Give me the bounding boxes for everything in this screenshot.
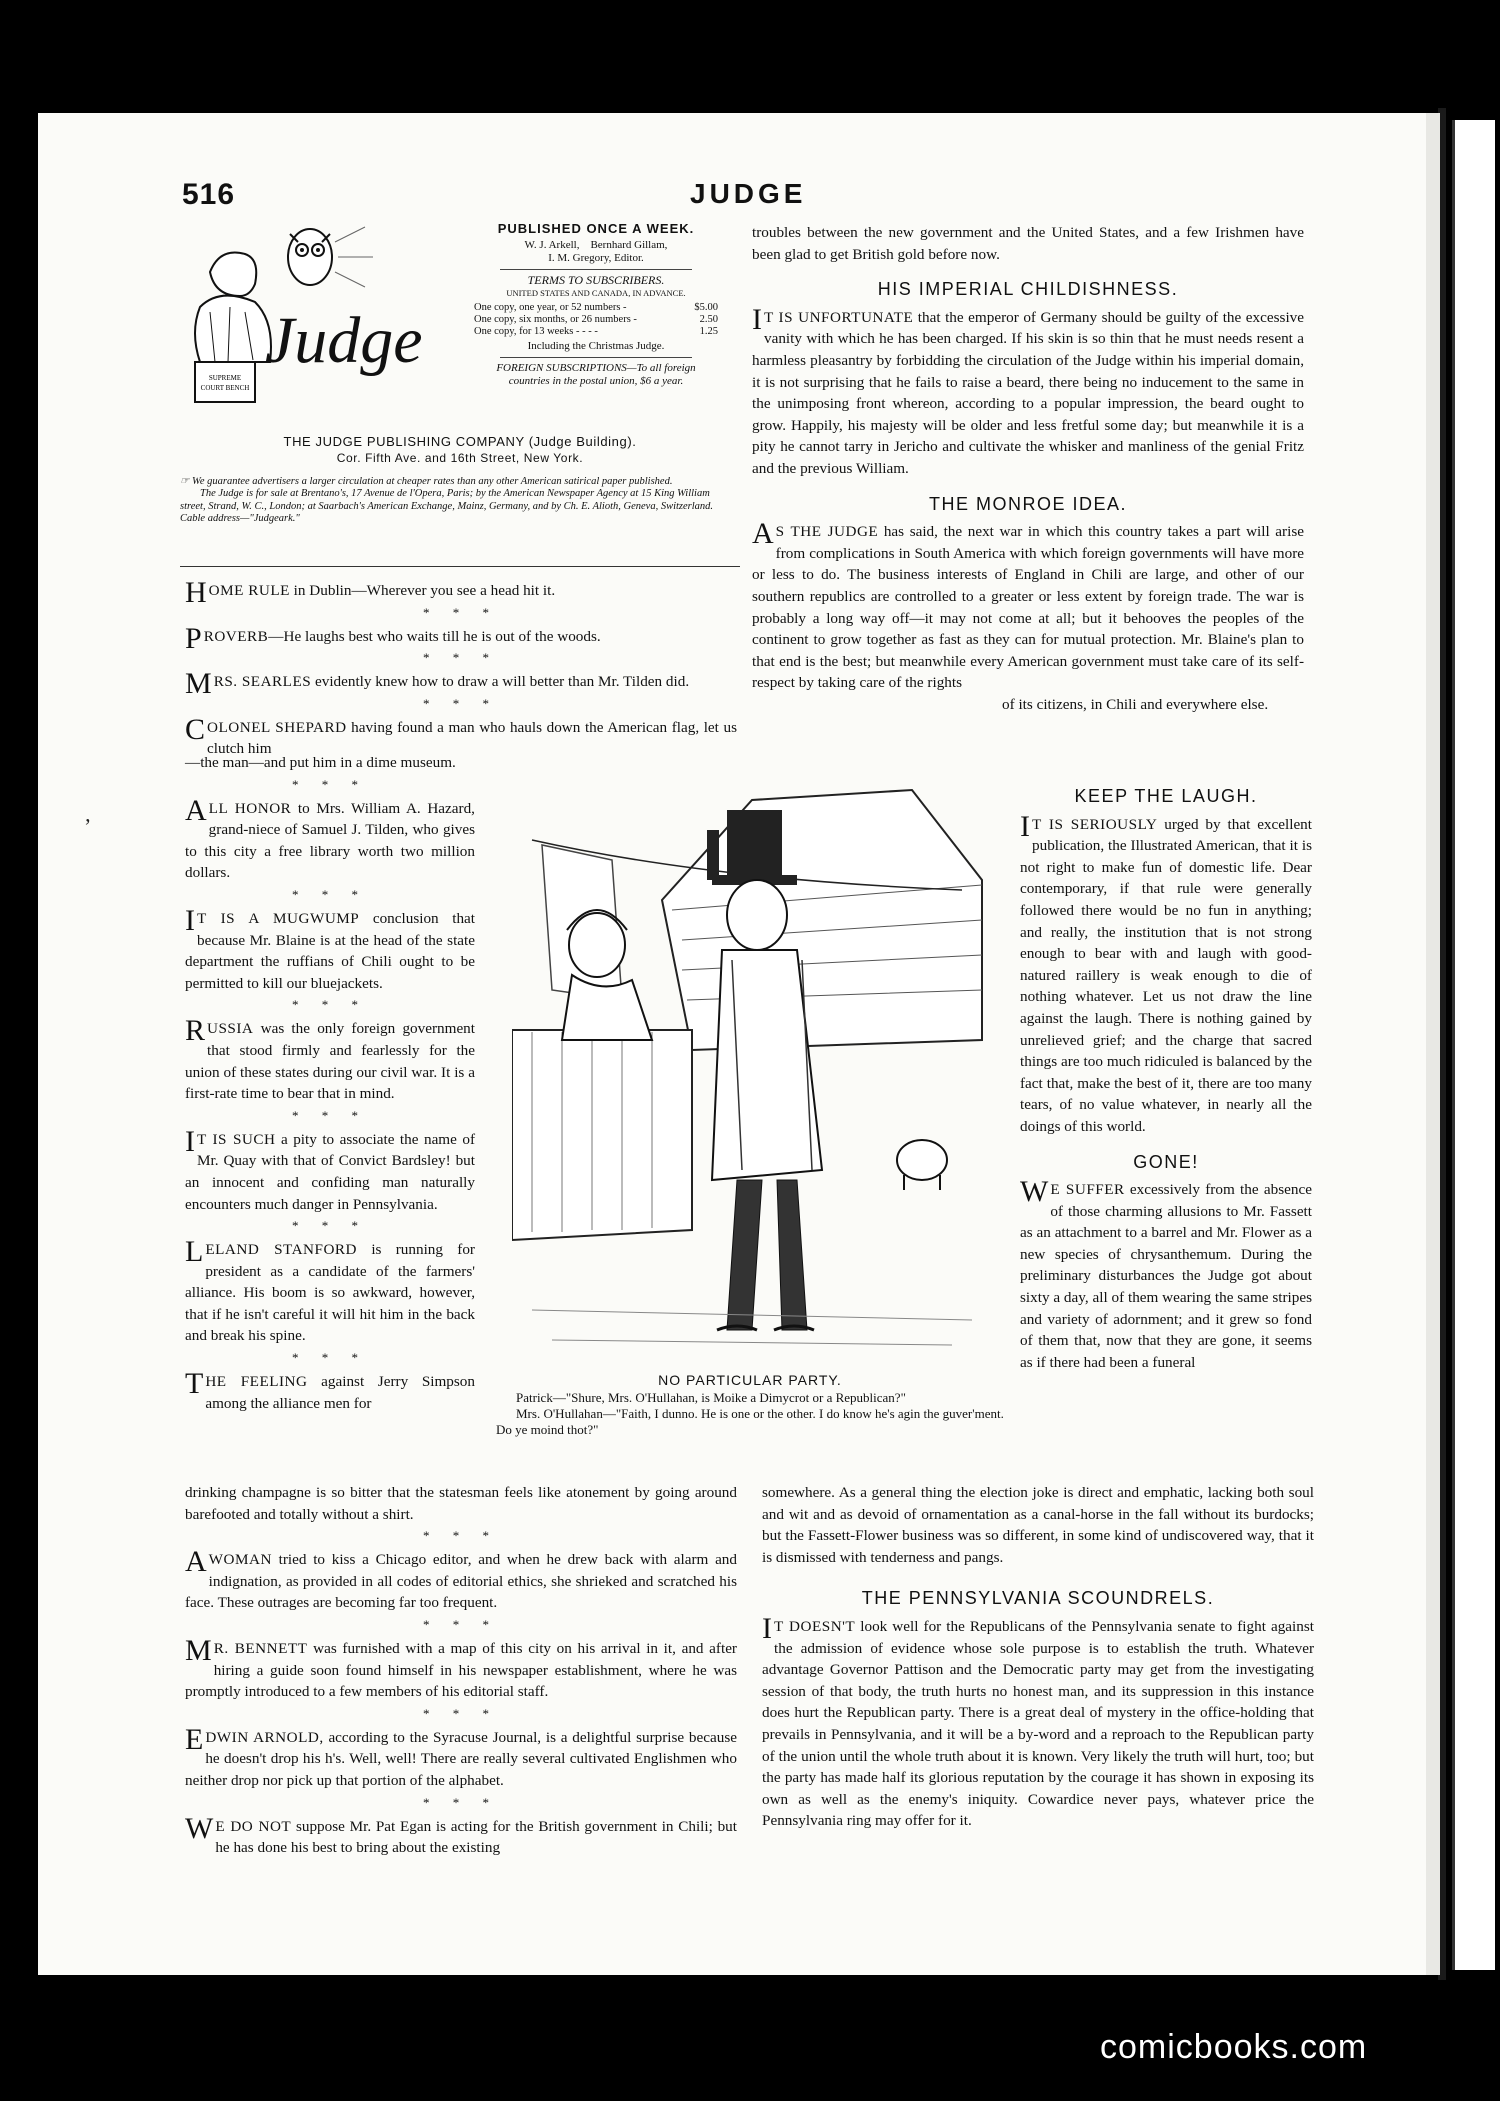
section-divider-stars: * * * xyxy=(423,695,499,711)
publisher-address: Cor. Fifth Ave. and 16th Street, New York. xyxy=(336,451,584,465)
heading-keep-the-laugh: KEEP THE LAUGH. xyxy=(1074,786,1258,806)
article-keep-the-laugh: I T IS SERIOUSLY urged by that excellent publication, the Illustrated American, that it is not right to make fun of domestic life. Dear contemporary, if that rule were generally followed there would be no fun in anything; and really, the institution that is not strong enough to bear with and laugh with good-natured raillery is weak enough to die of nothing whatever. Let us not draw the line against the laugh. There is nothing gained by unrelieved grief; and the charge that sacred things are too much ridiculed is balanced by the fact that, make the best of it, there are too many tears, of no value whatever, in nearly all the doings of this world. xyxy=(1020,809,1312,1135)
notice-line-2: The Judge is for sale at Brentano's, 17 Avenue de l'Opera, Paris; by the American Newspaper Agency at 15 King William street, Strand, W. C., London; at Saarbach's American Exchange, Mainz, Germany, and by Ch. E. Alioth, Geneva, Switzerland. Cable address—"Judgeark." xyxy=(180,488,714,525)
heading-imperial-childishness: HIS IMPERIAL CHILDISHNESS. xyxy=(877,279,1179,300)
staff-name-arkell: W. J. Arkell, xyxy=(524,239,580,251)
cartoon-art xyxy=(512,770,992,1370)
section-divider-stars: * * * xyxy=(292,1218,368,1234)
paragraph-item xyxy=(185,1545,737,1614)
drop-cap: L xyxy=(185,1235,204,1269)
lead-words: T IS A MUGWUMP xyxy=(197,909,360,927)
drop-cap: A xyxy=(185,1545,207,1579)
terms-title: TERMS TO SUBSCRIBERS. xyxy=(527,273,665,287)
left-column-narrow xyxy=(185,752,475,1416)
left-column-bottom xyxy=(185,1482,737,1861)
section-divider-stars: * * * xyxy=(292,776,368,792)
paragraph-item xyxy=(185,667,737,701)
foreign-subscriptions: FOREIGN SUBSCRIPTIONS—To all foreign countries in the postal union, $6 a year. xyxy=(496,362,696,387)
lead-words: R. BENNETT xyxy=(213,1639,308,1657)
paragraph-text: conclusion that because Mr. Blaine is at the head of the state department the ruffians of Chili ought to be permitted to kill our bluejackets. xyxy=(185,909,475,992)
article-continuation: troubles between the new government and the United States, and a few Irishmen have been glad to get British gold before now. xyxy=(752,224,1304,263)
paragraph-text: a pity to associate the name of Mr. Quay with that of Convict Bardsley! but an innocent and confiding man naturally encounters much danger in Pennsylvania. xyxy=(185,1130,475,1213)
drop-cap: I xyxy=(185,1124,195,1158)
terms-row: One copy, for 13 weeks - - - - 1.25 xyxy=(474,326,718,337)
section-divider-stars: * * * xyxy=(423,1794,499,1810)
section-divider-stars: * * * xyxy=(292,886,368,902)
watermark-logo: comicbooks.com xyxy=(1100,2028,1368,2066)
paragraph-text: —the man—and put him in a dime museum. xyxy=(185,754,456,771)
cartoon-illustration xyxy=(512,770,992,1370)
drop-cap: R xyxy=(185,1014,206,1048)
article-monroe-idea-tail: of its citizens, in Chili and everywhere else. xyxy=(1002,695,1269,713)
lead-words: USSIA xyxy=(207,1020,254,1038)
lead-words: T IS SUCH xyxy=(197,1130,276,1148)
terms-list xyxy=(474,302,718,338)
lead-words: WOMAN xyxy=(208,1551,272,1569)
paragraph-text: according to the Syracuse Journal, is a delightful surprise because he doesn't drop his h's. Well, well! There are really several cultivated Englishmen who neither drop nor pick up that portion of the alphabet. xyxy=(185,1728,737,1789)
paragraph-text: against Jerry Simpson among the alliance men for xyxy=(205,1373,475,1412)
paragraph-item xyxy=(185,1633,737,1703)
paragraph-text: evidently knew how to draw a will better than Mr. Tilden did. xyxy=(311,673,690,691)
section-divider-stars: * * * xyxy=(423,1616,499,1632)
paragraph-item xyxy=(185,1811,737,1859)
paragraph-text: drinking champagne is so bitter that the statesman feels like atonement by going around barefooted and totally without a shirt. xyxy=(185,1484,737,1523)
publisher-name: THE JUDGE PUBLISHING COMPANY (Judge Building). xyxy=(283,434,637,449)
paragraph-item xyxy=(185,1014,475,1104)
paragraph-text: tried to kiss a Chicago editor, and when he drew back with alarm and indignation, as provided in all codes of editorial ethics, she shrieked and scratched his face. These outrages are becoming far too frequent. xyxy=(185,1551,737,1612)
paragraph-item xyxy=(185,1124,475,1215)
drop-cap: I xyxy=(185,903,195,937)
drop-cap: P xyxy=(185,621,202,655)
section-divider-stars: * * * xyxy=(423,650,499,666)
drop-cap: M xyxy=(185,667,212,701)
paragraph-text: in Dublin—Wherever you see a head hit it. xyxy=(289,582,556,599)
paragraph-text: having found a man who hauls down the American flag, let us clutch him xyxy=(207,718,737,758)
publication-info xyxy=(460,222,732,390)
terms-note: Including the Christmas Judge. xyxy=(527,340,665,352)
paragraph-item xyxy=(185,752,475,774)
terms-row: One copy, one year, or 52 numbers - $5.00 xyxy=(474,302,718,313)
advertising-notice xyxy=(180,476,730,526)
heading-gone: GONE! xyxy=(1133,1151,1199,1172)
page-number: 516 xyxy=(182,178,236,211)
terms-subtitle: UNITED STATES AND CANADA, IN ADVANCE. xyxy=(506,288,686,298)
right-column-top xyxy=(752,222,1304,715)
drop-cap: E xyxy=(185,1722,204,1756)
editor-line: I. M. Gregory, Editor. xyxy=(548,252,644,264)
caption-title: NO PARTICULAR PARTY. xyxy=(658,1372,842,1388)
right-column-bottom xyxy=(762,1482,1314,1832)
article-imperial-childishness: I T IS UNFORTUNATE that the emperor of Germany should be guilty of the excessive vanity with which he has been charged. If his skin is so thin that he must needs resent a harmless pleasantry by forbidding the circulation of the Judge within his imperial domain, it is not surprising that he fails to raise a beard, there being no inducement to the same in the unimposing front whereon, according to a popular impression, the beard ought to grow. Happily, his majesty will be older and less fretful some day; but meanwhile it is a pity he cannot tarry in Jericho and cultivate the whisker and manliness of the genial Fritz and the previous William. xyxy=(752,302,1304,477)
lead-words: ELAND STANFORD xyxy=(205,1241,358,1259)
paragraph-text: —He laughs best who waits till he is out of the woods. xyxy=(268,627,601,645)
paragraph-item xyxy=(185,903,475,994)
lead-words: HE FEELING xyxy=(205,1373,308,1391)
caption-line-patrick: Patrick—"Shure, Mrs. O'Hullahan, is Moike a Dimycrot or a Republican?" xyxy=(516,1390,906,1405)
article-gone-tail: somewhere. As a general thing the election joke is direct and emphatic, lacking both soul and wit and as devoid of ornamentation as a canal-horse in the fall without its burdocks; but the Fassett-Flower business was so different, in some kind of undiscovered way, that it is dismissed with tenderness and pangs. xyxy=(762,1484,1314,1566)
right-column-narrow xyxy=(1020,786,1312,1373)
paragraph-item xyxy=(185,621,737,655)
left-column-top xyxy=(185,576,737,762)
judge-script-logo: Judge xyxy=(265,304,423,377)
cartoon-caption xyxy=(496,1372,1004,1438)
article-monroe-idea: A S THE JUDGE has said, the next war in which this country takes a part will arise from complications in South America with which foreign governments will have more or less to do. The business interests of England in Chili are large, and other of our southern republics are controlled to a greater or less extent by foreign trade. The war is probably a long way off—it may not come at all; but it behooves the peoples of the continent to grow together as fast as they can for mutual protection. Mr. Blaine's plan to that end is the best; but meanwhile every American government must take care of its self-respect by taking care of the rights xyxy=(752,517,1304,692)
lead-words: E DO NOT xyxy=(215,1817,292,1835)
paragraph-item xyxy=(185,576,737,609)
paragraph-item xyxy=(185,1235,475,1347)
caption-line-ohullahan: Mrs. O'Hullahan—"Faith, I dunno. He is one or the other. I do know he's agin the guver'ment. Do ye moind thot?" xyxy=(496,1406,1004,1437)
staff-name-gillam: Bernhard Gillam, xyxy=(590,239,668,251)
drop-cap: C xyxy=(185,712,206,746)
paragraph-item xyxy=(185,1367,475,1414)
section-divider-stars: * * * xyxy=(423,604,499,620)
drop-cap: M xyxy=(185,1633,212,1667)
paragraph-text: suppose Mr. Pat Egan is acting for the British government in Chili; but he has done his best to bring about the existing xyxy=(215,1817,737,1857)
masthead-title: JUDGE xyxy=(690,178,807,209)
drop-cap: A xyxy=(185,793,207,827)
paragraph-text: is running for president as a candidate of the farmers' alliance. His boom is so awkward, however, that if he isn't careful it will hit him in the back and break his spine. xyxy=(185,1241,475,1345)
lead-words: DWIN ARNOLD, xyxy=(205,1728,324,1746)
lead-words: LL HONOR xyxy=(208,799,292,817)
paragraph-item xyxy=(185,793,475,884)
paragraph-item xyxy=(185,1482,737,1525)
publisher-info xyxy=(200,434,720,466)
lead-words: OLONEL SHEPARD xyxy=(207,718,347,736)
heading-pennsylvania-scoundrels: THE PENNSYLVANIA SCOUNDRELS. xyxy=(861,1588,1215,1609)
judge-logo-illustration xyxy=(170,212,460,434)
heading-monroe-idea: THE MONROE IDEA. xyxy=(928,493,1127,514)
judge-logo-art xyxy=(170,212,460,434)
drop-cap: T xyxy=(185,1367,204,1401)
published-weekly: PUBLISHED ONCE A WEEK. xyxy=(497,221,695,236)
section-divider-stars: * * * xyxy=(292,1350,368,1366)
paragraph-text: to Mrs. William A. Hazard, grand-niece of Samuel J. Tilden, who gives to this city a free library worth two million dollars. xyxy=(185,799,475,882)
lead-words: OME RULE xyxy=(208,582,290,599)
drop-cap: W xyxy=(185,1811,214,1845)
section-divider-stars: * * * xyxy=(292,997,368,1013)
svg-text:COURT BENCH: COURT BENCH xyxy=(200,384,250,392)
section-divider-stars: * * * xyxy=(292,1107,368,1123)
bench-label: SUPREME xyxy=(208,374,242,382)
divider-rule xyxy=(180,566,740,567)
paragraph-text: was the only foreign government that stood firmly and fearlessly for the union of these states during our civil war. It is a first-rate time to bear that in mind. xyxy=(185,1020,475,1103)
paragraph-item xyxy=(185,1722,737,1792)
adjacent-page-edge xyxy=(1446,100,1500,1990)
notice-line-1: ☞ We guarantee advertisers a larger circulation at cheaper rates than any other American satirical paper published. xyxy=(180,476,673,487)
staff-line xyxy=(460,239,732,252)
lead-words: RS. SEARLES xyxy=(213,673,312,691)
drop-cap: H xyxy=(185,576,207,609)
article-pennsylvania-scoundrels: I T DOESN'T look well for the Republicans of the Pennsylvania senate to fight against the admission of evidence whose sole purpose is to establish the truth. Whatever advantage Governor Pattison and the Democratic party may get from the investigating session of that body, the truth hurts no honest man, and its suppression in this instance does hurt the Republican party. There is a great deal of mystery in the office-holding that prevails in Pennsylvania, and it will be a by-word and a reproach to the Republican party of the union until the whole truth about it is known. Very likely the truth will hurt, too; but the party has made half its glorious reputation by the courage it has shown in exposing its own as well as the enemy's iniquity. Cowardice never pays, whatever price the Pennsylvania ring may offer for it. xyxy=(762,1611,1314,1830)
paragraph-text: was furnished with a map of this city on his arrival in it, and after hiring a guide soon found himself in his newspaper establishment, where he was promptly introduced to a few members of his editorial staff. xyxy=(185,1639,737,1701)
article-gone: W E SUFFER excessively from the absence of those charming allusions to Mr. Fassett as an attachment to a barrel and Mr. Flower as a new species of chrysanthemum. During the preliminary disturbances the Judge got about sixty a day, all of them wearing the same stripes and variety of adornment; and it grew so fond of them that, now that they are gone, it seems as if there had been a funeral xyxy=(1020,1175,1312,1371)
margin-mark: ʼ xyxy=(84,814,92,839)
lead-words: ROVERB xyxy=(203,627,269,645)
section-divider-stars: * * * xyxy=(423,1528,499,1544)
section-divider-stars: * * * xyxy=(423,1705,499,1721)
terms-row: One copy, six months, or 26 numbers - 2.50 xyxy=(474,314,718,325)
